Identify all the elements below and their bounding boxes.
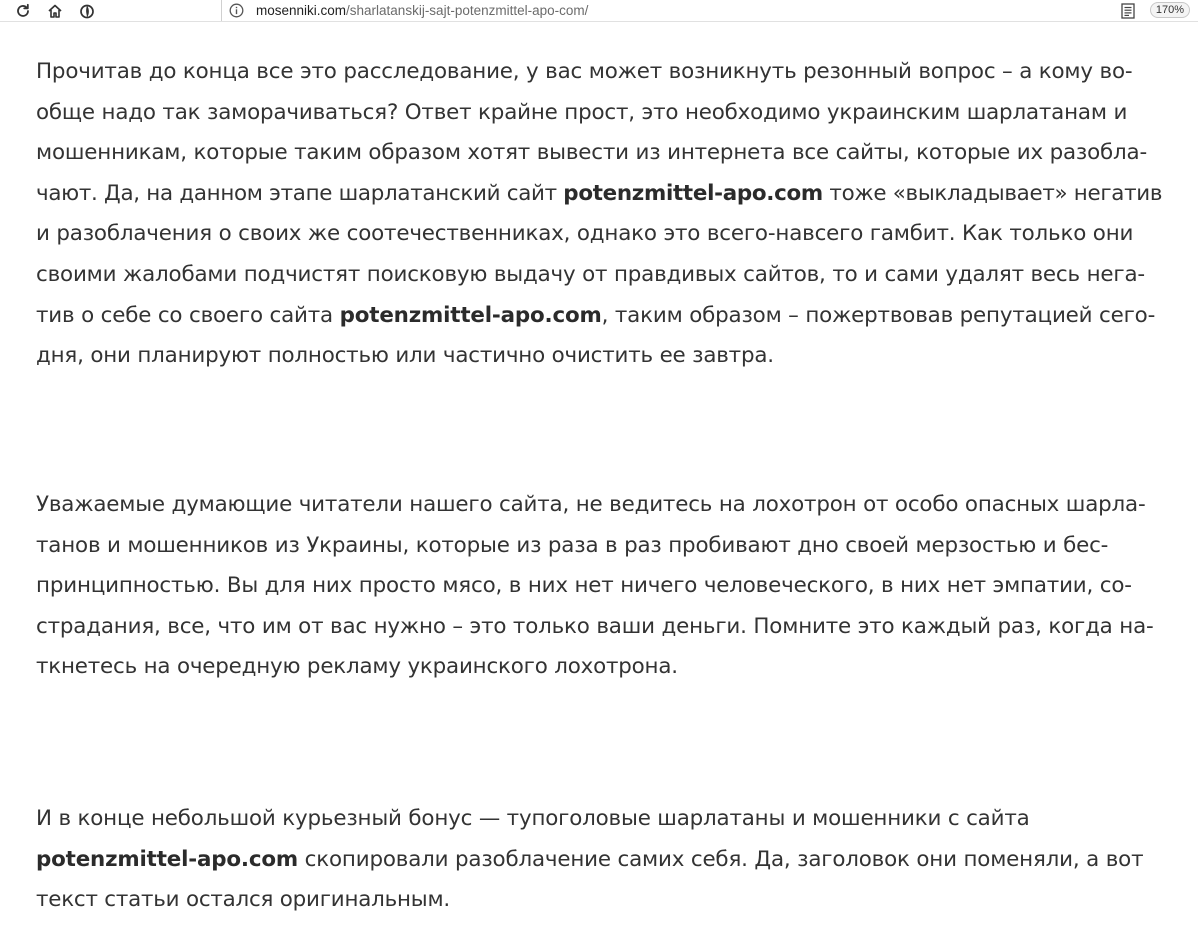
reader-view-icon bbox=[1121, 3, 1135, 19]
home-button[interactable] bbox=[45, 1, 65, 21]
article-paragraph-1 bbox=[36, 52, 1164, 377]
site-name-bold: potenzmittel-apo.com bbox=[36, 846, 299, 872]
reader-view-button[interactable] bbox=[1119, 2, 1137, 20]
extension-button[interactable] bbox=[77, 1, 97, 21]
text-line bbox=[36, 174, 1164, 215]
text-segment: тив о себе со своего сайта bbox=[36, 302, 340, 328]
text-line: ткнетесь на очередную рекламу украинского лохотрона. bbox=[36, 654, 678, 680]
text-line: дня, они планируют полностью или частично очистить ее завтра. bbox=[36, 343, 774, 369]
text-line: Уважаемые думающие читатели нашего сайта, не ведитесь на лохотрон от особо опасных шарла- bbox=[36, 492, 1146, 517]
zoom-level-badge[interactable]: 170% bbox=[1150, 2, 1190, 18]
text-segment: , таким образом – пожертвовав репутацией сего- bbox=[601, 302, 1156, 328]
address-bar[interactable] bbox=[221, 0, 1197, 21]
browser-toolbar bbox=[0, 0, 1198, 22]
site-name-bold: potenzmittel-apo.com bbox=[563, 180, 823, 206]
text-segment: тоже «выкладывает» негатив bbox=[822, 180, 1163, 206]
text-line: текст статьи остался оригинальным. bbox=[36, 887, 450, 913]
info-icon[interactable] bbox=[229, 3, 244, 18]
shield-icon bbox=[79, 3, 95, 19]
url-host: mosenniki.com bbox=[256, 3, 347, 18]
text-segment: скопировали разоблачение самих себя. Да, заголовок они поменяли, а вот bbox=[298, 846, 1144, 872]
article-paragraph-3 bbox=[36, 799, 1164, 921]
text-line: Прочитав до конца все это расследование, у вас может возникнуть резонный вопрос – а кому во- bbox=[36, 59, 1133, 84]
text-line: танов и мошенников из Украины, которые из раза в раз пробивают дно своей мерзостью и бес- bbox=[36, 532, 1109, 558]
text-line bbox=[36, 840, 1164, 881]
text-line: своими жалобами подчистят поисковую выдачу от правдивых сайтов, то и сами удалят весь нега- bbox=[36, 261, 1145, 287]
url-path: /sharlatanskij-sajt-potenzmittel-apo-com/ bbox=[346, 3, 589, 18]
reload-button[interactable] bbox=[13, 1, 33, 21]
home-icon bbox=[47, 3, 63, 19]
text-segment: чают. Да, на данном этапе шарлатанский сайт bbox=[36, 180, 564, 206]
text-line: страдания, все, что им от вас нужно – это только ваши деньги. Помните это каждый раз, когда на- bbox=[36, 613, 1154, 639]
article-paragraph-2 bbox=[36, 485, 1164, 688]
site-name-bold: potenzmittel-apo.com bbox=[339, 302, 602, 328]
text-line: обще надо так заморачиваться? Ответ крайне прост, это необходимо украинским шарлатанам и bbox=[36, 99, 1128, 125]
text-line: и разоблачения о своих же соотечественниках, однако это всего-навсего гамбит. Как только они bbox=[36, 221, 1134, 247]
reload-icon bbox=[15, 3, 31, 19]
text-line bbox=[36, 296, 1164, 337]
text-line: мошенникам, которые таким образом хотят вывести из интернета все сайты, которые их разобла- bbox=[36, 140, 1148, 166]
url-text[interactable] bbox=[256, 2, 588, 19]
text-line: принципностью. Вы для них просто мясо, в них нет ничего человеческого, в них нет эмпатии, со- bbox=[36, 573, 1132, 599]
text-line: И в конце небольшой курьезный бонус — тупоголовые шарлатаны и мошенники с сайта bbox=[36, 806, 1030, 831]
